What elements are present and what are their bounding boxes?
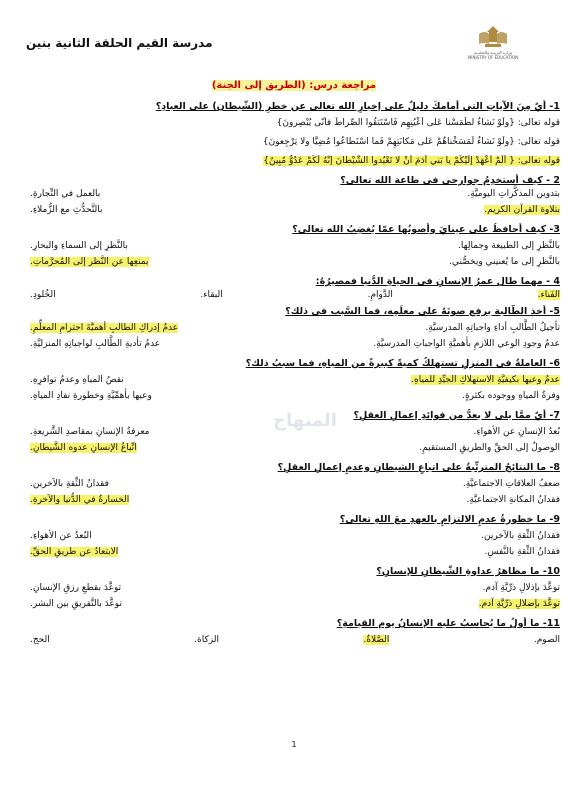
q10-option-c [305, 598, 560, 611]
q10-options-2 [30, 598, 560, 611]
q6-option-b [305, 374, 560, 387]
q1-option-b: قوله تعالى: {ولَوْ نَشاءُ لَمَسَخْناهُمْ عَلى مَكانَتِهِمْ فَما اسْتَطاعُوا مُضِيًّا ولا يَرْجِعونَ} [262, 137, 560, 147]
q8-option-d [30, 494, 285, 507]
q5-option-d: عدمُ تأديةِ الطَّالبِ لواجباتِهِ المنزليَّةِ. [30, 339, 161, 349]
question-10: 10- ما مظاهرُ عداوةِ الشَّيطانِ للإنسانِ؟ [376, 566, 560, 577]
q7-option-b: معرفةُ الإنسانِ بمقاصدِ الشَّريعةِ. [30, 427, 150, 437]
q4-options [30, 289, 560, 302]
q4-answer: الفَناء. [537, 290, 560, 300]
q11-option-a: الصوم. [533, 635, 560, 645]
q9-option-d [30, 546, 285, 559]
q11-option-c: الزكاة. [194, 635, 219, 645]
q3-option-b: بالنَّظرِ إلى السماءِ والبحارِ. [30, 241, 128, 251]
q2-option-c [305, 204, 560, 217]
question-6: 6- العاملةُ في المنزلِ تستهلكُ كميةً كبيرةً من المياهِ، فما سببُ ذلك؟ [245, 358, 560, 369]
q5-options [30, 322, 560, 335]
question-3: 3- كيف أحافظُ على عينايَ وأصونُها عمّا يُغضِبُ الله تعالى؟ [292, 224, 560, 235]
q11-option-b [363, 634, 389, 647]
q6-options [30, 374, 560, 387]
question-5: 5- أخذ الطَّالبة يرفع صوتَهُ على معلِّمِه، فما السَّبب في ذلك؟ [285, 306, 560, 317]
q7-options-2 [30, 442, 560, 455]
q5-option-b [30, 322, 285, 335]
q10-option-b: توعَّدَ بقطعِ رزقِ الإنسانِ. [30, 583, 122, 593]
q8-option-c: فقدانُ المكانةِ الاجتماعيَّةِ. [466, 495, 560, 505]
q2-options-2 [30, 204, 560, 217]
question-1: 1- أيٌ مِنَ الآياتِ التي أمامكَ دليلٌ على إخبارِ الله تعالى عن خطرِ (الشَّيطان) على العبادِ؟ [155, 101, 560, 112]
q5-option-a: تأجيلُ الطَّالبِ أداءِ واجباتِهِ المدرسيَّةِ. [425, 323, 560, 333]
q4-option-a [538, 289, 560, 302]
q3-answer: بمنعِها عن النَّظر إلى المُحرَّماتِ. [30, 257, 149, 267]
q6-answer: عدمُ وعيها بكيفيَّةِ الاستهلاكِ الجيِّدِ للمياهِ. [411, 375, 560, 385]
ministry-name-en: MINISTRY OF EDUCATION [467, 55, 519, 60]
q6-option-c: وعيها بأهمِّيَّةِ وخطورةِ نفادِ المياهِ. [30, 391, 152, 401]
q10-option-a: توعَّدَ بإذلالِ ذرِّيَّةِ آدم. [482, 583, 560, 593]
q10-option-d: توعَّدَ بالتَّفريقِ بين البشر. [30, 599, 122, 609]
q8-options-2 [30, 494, 560, 507]
q9-option-c: فقدانُ الثِّقةِ بالنَّفسِ. [484, 547, 560, 557]
q2-options [30, 188, 560, 201]
lesson-title [0, 80, 588, 91]
questions [30, 100, 560, 647]
q7-option-c: الوصولُ إلى الحقِّ والطريقِ المستقيمِ. [419, 443, 560, 453]
question-7: 7- أيٌ ممَّا يلي لا يعدُّ من فوائدِ إعمالِ العقلِ؟ [353, 410, 560, 421]
q11-option-d: الحج. [30, 635, 50, 645]
question-2: 2 - كيف أستخدِمُ جوارحي في طاعة الله تعالى؟ [340, 175, 560, 186]
q4-option-d: الخُلودِ. [30, 290, 56, 300]
q1-answer: قوله تعالى: { ألَمْ أعْهَدْ إلَيْكُمْ يا بَني آدَمَ أنْ لا تَعْبُدوا الشَّيْطانَ إنَّهُ لَكُمْ عَدُوٌّ مُبِينٌ} [263, 156, 560, 166]
q7-answer: اتِّباعُ الإنسانِ عدوه الشَّيطانِ. [30, 443, 137, 453]
q6-option-d: وفرةُ المياهِ ووجوده بكثرةٍ. [462, 391, 560, 401]
school-name: مدرسة القيم الحلقة الثانية بنين [26, 36, 213, 50]
question-9: 9- ما خطورةُ عدمِ الالتزامِ بالعهدِ معَ اللهِ تعالى؟ [339, 514, 560, 525]
emblem-icon [473, 24, 513, 50]
q3-options-2 [30, 256, 560, 269]
q8-options [30, 478, 560, 491]
page-number: 1 [291, 740, 297, 749]
q4-option-c: البقاء. [200, 290, 223, 300]
q1-option-a: قوله تعالى: {ولَوْ نَشاءُ لطَمَسْنا عَلى أعْيُنِهِم فَاسْتَبَقُوا الصِّراطَ فأنّى يُبْصِرونَ} [276, 118, 560, 128]
q9-option-b: البُعدُ عن الأهواءِ. [30, 531, 92, 541]
question-11: 11- ما أولُ ما يُحاسبُ عليه الإنسانُ يوم القيامةِ؟ [336, 618, 560, 629]
question-4: 4 - مهما طال عمرُ الإنسانِ في الحياةِ الدُّنيا فمصيرُهُ: [315, 276, 560, 287]
q9-option-a: فقدانُ الثِّقةِ بالآخرين. [481, 531, 560, 541]
q10-options [30, 582, 560, 595]
q6-options-2 [30, 390, 560, 403]
q7-option-a: بُعدُ الإنسانِ عن الأهواءِ. [473, 427, 560, 437]
q11-options [30, 634, 560, 647]
q3-option-a: بالنَّظرِ إلى الطبيعة وجمالِها. [458, 241, 560, 251]
q9-answer: الابتعادُ عن طريقِ الحقِّ. [30, 547, 119, 557]
q2-option-b: بالعمل في التِّجارةِ. [30, 189, 101, 199]
ministry-logo [458, 24, 528, 60]
q3-option-c: بالنَّظرِ إلى ما يُعنيني ويخصُّني. [449, 257, 560, 267]
q8-option-b: فقدانُ الثِّقةِ بالآخرين. [30, 479, 109, 489]
q8-answer: الخسارةُ في الدُّنيا والآخرةِ. [30, 495, 130, 505]
q2-answer: بتلاوة القرآن الكريم. [484, 205, 560, 215]
q5-options-2 [30, 338, 560, 351]
q5-option-c: عدمُ وجودِ الوعي اللازمِ بأهميَّةِ الواجباتِ المدرسيَّةِ. [373, 339, 560, 349]
q11-answer: الصَّلاةُ. [363, 635, 390, 645]
q7-options [30, 426, 560, 439]
q3-options [30, 240, 560, 253]
lesson-title-text: مراجعة درس: (الطريق إلى الجنة) [211, 80, 377, 91]
ministry-name-ar: وزارة التربيـة والتعليــم [474, 50, 512, 55]
q9-options [30, 530, 560, 543]
q6-option-a: نقصُ المياهِ وعدمُ توافرِهِ. [30, 375, 124, 385]
q2-option-a: بتدوين المذكَّراتِ اليوميَّةِ. [467, 189, 560, 199]
q3-option-d [30, 256, 285, 269]
q8-option-a: ضعفُ العلاقاتِ الاجتماعيَّةِ. [462, 479, 560, 489]
q10-answer: توعَّدَ بإضلالِ ذرِّيَّةِ آدم. [478, 599, 560, 609]
question-8: 8- ما النتائجُ المترتِّبةُ على اتباعِ الشيطانِ وعدمِ إعمالِ العقلِ؟ [277, 462, 560, 473]
q5-answer: عدمُ إدراكِ الطالبِ أهميَّةَ احترامِ المعلِّمِ. [30, 323, 179, 333]
q1-option-c [30, 155, 560, 168]
q4-option-b: الدَّوامِ. [367, 290, 393, 300]
q7-option-d [30, 442, 285, 455]
q2-option-d: بالتَّحدُّثِ مع الزُّملاءِ. [30, 205, 103, 215]
q9-options-2 [30, 546, 560, 559]
watermark: المنهاج [273, 410, 337, 431]
